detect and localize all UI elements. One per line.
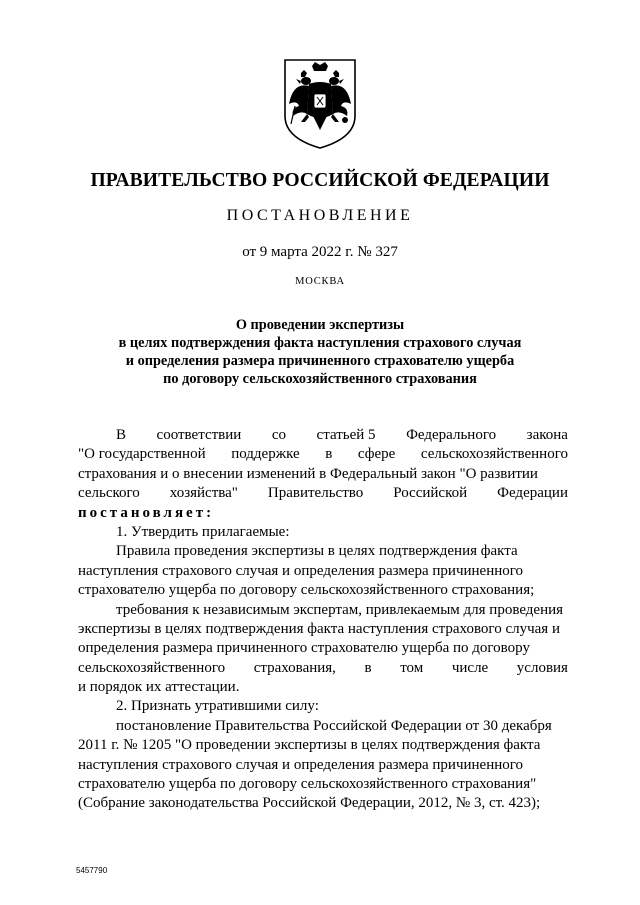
- paragraph-line: (Собрание законодательства Российской Федерации, 2012, № 3, ст. 423);: [78, 795, 541, 812]
- word: "О государственной: [78, 446, 206, 463]
- word: статьей 5: [316, 427, 376, 443]
- paragraph-line: Правила проведения экспертизы в целях подтверждения факта: [116, 543, 518, 560]
- document-date-number: от 9 марта 2022 г. № 327: [242, 244, 398, 260]
- paragraph-line: [78, 484, 568, 503]
- title-line: О проведении экспертизы: [235, 317, 405, 333]
- word: со: [271, 427, 287, 443]
- word: В: [116, 427, 127, 443]
- paragraph-line: требования к независимым экспертам, привлекаемым для проведения: [116, 601, 564, 618]
- paragraph-line: экспертизы в целях подтверждения факта наступления страхового случая и: [78, 620, 560, 637]
- word: сельского: [78, 485, 140, 502]
- word: сельскохозяйственного: [420, 446, 568, 463]
- title-line: в целях подтверждения факта наступления страхового случая: [118, 335, 522, 351]
- list-item: 1. Утвердить прилагаемые:: [116, 523, 290, 540]
- word: числе: [451, 659, 489, 676]
- paragraph-line: [78, 426, 568, 445]
- paragraph-line: страхования и о внесении изменений в Федеральный закон "О развитии: [78, 465, 538, 482]
- document-registry-number: 5457790: [76, 866, 108, 875]
- list-item: 2. Признать утратившими силу:: [116, 698, 319, 715]
- word: закона: [526, 427, 568, 443]
- paragraph-line: страхователю ущерба по договору сельскохозяйственного страхования;: [78, 582, 535, 599]
- paragraph-line: определения размера причиненного страхователю ущерба по договору: [78, 640, 530, 657]
- word: сельскохозяйственного: [78, 659, 226, 676]
- operative-word: постановляет:: [78, 504, 215, 521]
- paragraph-line: [78, 659, 568, 678]
- paragraph-line: наступления страхового случая и определения размера причиненного: [78, 756, 524, 773]
- word: Российской: [393, 485, 468, 502]
- word: условия: [516, 659, 568, 676]
- paragraph-line: наступления страхового случая и определения размера причиненного: [78, 562, 524, 579]
- title-line: по договору сельскохозяйственного страхования: [163, 371, 477, 387]
- word: хозяйства": [169, 485, 238, 502]
- word: в: [325, 446, 333, 463]
- word: Федерации: [497, 485, 568, 502]
- word: страхования,: [253, 659, 336, 676]
- russian-coat-of-arms-icon: [279, 56, 361, 152]
- word: Правительство: [267, 485, 364, 502]
- word: соответствии: [156, 427, 242, 443]
- title-line: и определения размера причиненного страхователю ущерба: [125, 353, 515, 369]
- organization-title: ПРАВИТЕЛЬСТВО РОССИЙСКОЙ ФЕДЕРАЦИИ: [90, 170, 550, 191]
- document-city: МОСКВА: [295, 276, 345, 287]
- word: в: [364, 659, 372, 676]
- document-title: [40, 316, 600, 388]
- paragraph-line: страхователю ущерба по договору сельскохозяйственного страхования": [78, 776, 537, 793]
- document-type: ПОСТАНОВЛЕНИЕ: [226, 207, 414, 224]
- paragraph-line: и порядок их аттестации.: [78, 679, 240, 696]
- word: поддержке: [231, 446, 300, 463]
- paragraph-line: 2011 г. № 1205 "О проведении экспертизы в целях подтверждения факта: [78, 737, 541, 754]
- paragraph-line: постановление Правительства Российской Федерации от 30 декабря: [116, 717, 552, 734]
- document-body: [78, 426, 568, 814]
- word: Федерального: [406, 427, 497, 443]
- paragraph-line: [78, 445, 568, 464]
- word: том: [400, 659, 424, 676]
- word: сфере: [357, 446, 396, 463]
